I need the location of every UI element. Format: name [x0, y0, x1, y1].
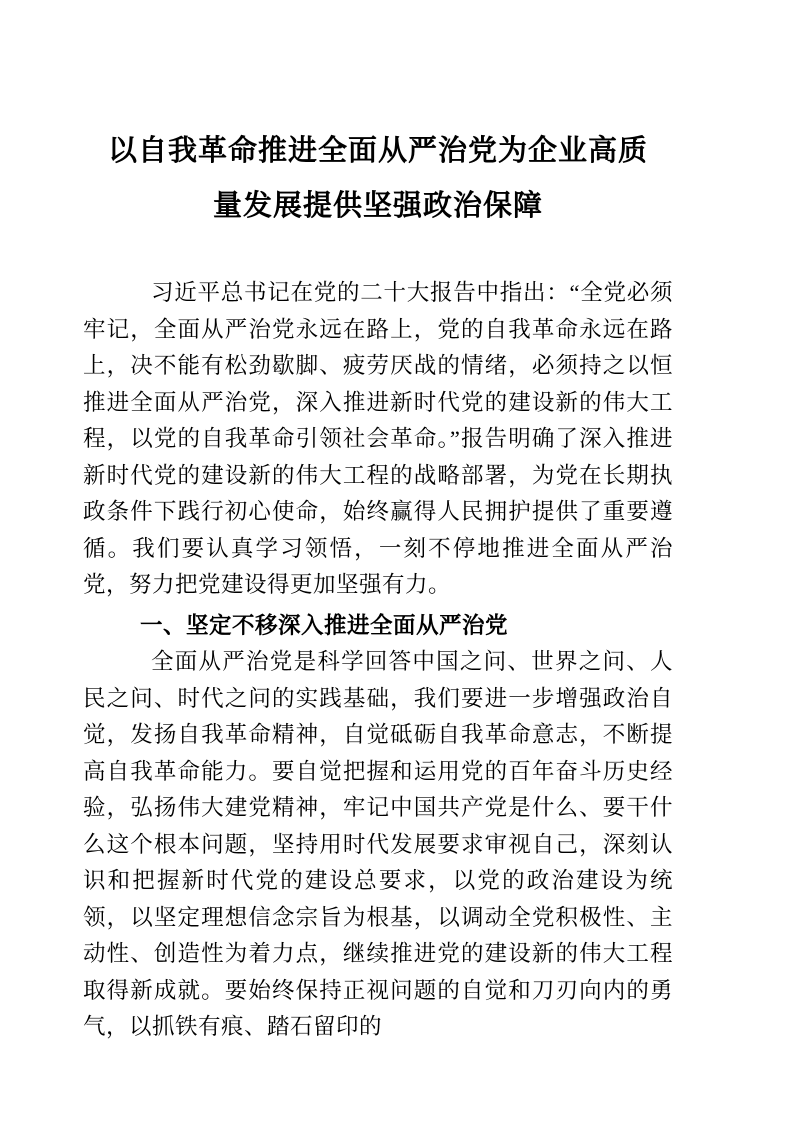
title-line-2: 量发展提供坚强政治保障 [212, 190, 543, 222]
section-heading-1: 一、坚定不移深入推进全面从严治党 [140, 612, 509, 638]
paragraph-intro: 习近平总书记在党的二十大报告中指出：“全党必须牢记，全面从严治党永远在路上，党的自我革命永远在路上，决不能有松劲歇脚、疲劳厌战的情绪，必须持之以恒推进全面从严治党，深入推进新时代党的建设新的伟大工程，以党的自我革命引领社会革命。”报告明确了深入推进新时代党的建设新的伟大工程的战略部署，为党在长期执政条件下践行初心使命，始终赢得人民拥护提供了重要遵循。我们要认真学习领悟，一刻不停地推进全面从严治党，努力把党建设得更加坚强有力。 [83, 280, 673, 597]
document-title [83, 124, 673, 234]
paragraph-section-1: 全面从严治党是科学回答中国之问、世界之问、人民之问、时代之问的实践基础，我们要进一步增强政治自觉，发扬自我革命精神，自觉砥砺自我革命意志，不断提高自我革命能力。要自觉把握和运用党的百年奋斗历史经验，弘扬伟大建党精神，牢记中国共产党是什么、要干什么这个根本问题，坚持用时代发展要求审视自己，深刻认识和把握新时代党的建设总要求，以党的政治建设为统领，以坚定理想信念宗旨为根基，以调动全党积极性、主动性、创造性为着力点，继续推进党的建设新的伟大工程取得新成就。要始终保持正视问题的自觉和刀刃向内的勇气，以抓铁有痕、踏石留印的 [83, 649, 673, 1039]
title-line-1: 以自我革命推进全面从严治党为企业高质 [107, 135, 648, 167]
